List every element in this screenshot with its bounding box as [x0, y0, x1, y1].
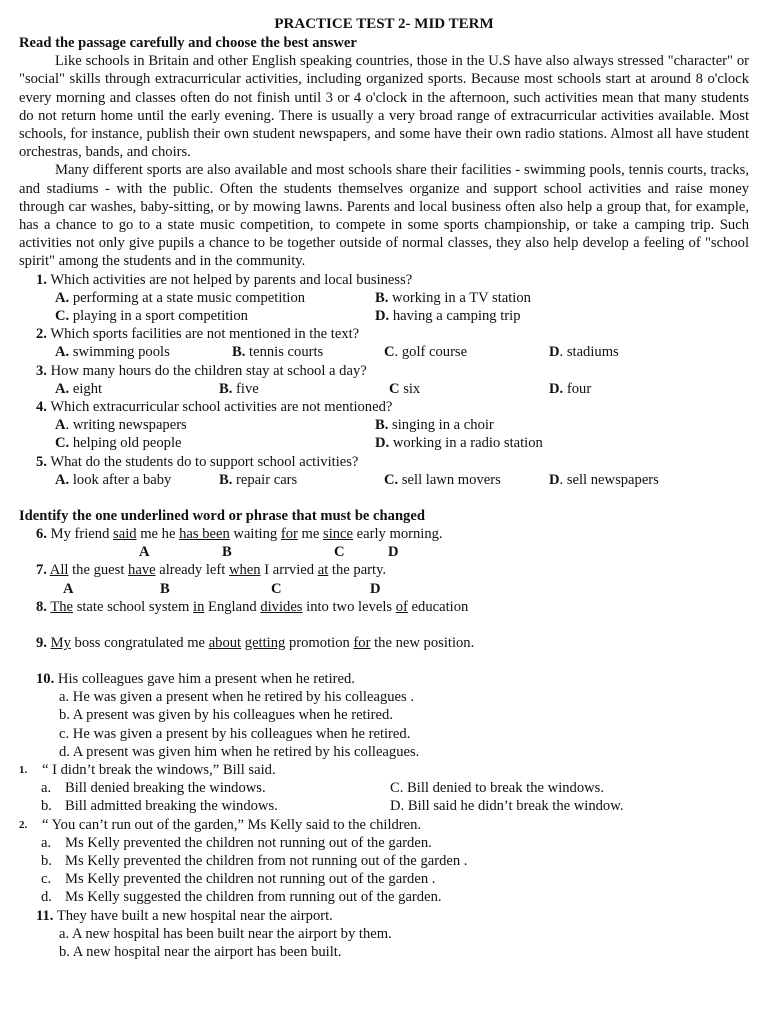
question-text: They have built a new hospital near the airport.: [56, 907, 333, 924]
reading-instruction: Read the passage carefully and choose the best answer: [19, 35, 357, 51]
option-b[interactable]: b. A new hospital near the airport has been built.: [59, 943, 342, 960]
question-2-options: [19, 343, 749, 361]
question-number: 9.: [36, 634, 47, 651]
numbered-question-2-option-d[interactable]: d. Ms Kelly suggested the children from running out of the garden.: [41, 889, 442, 906]
underlined-a[interactable]: The: [50, 598, 74, 615]
question-text: Which activities are not helped by parents and local business?: [50, 271, 413, 288]
spacer: [19, 489, 749, 507]
question-text: How many hours do the children stay at school a day?: [50, 362, 367, 379]
letter-a: A: [139, 544, 150, 561]
question-text: Which extracurricular school activities are not mentioned?: [50, 399, 393, 415]
question-8: 8. The state school system in England divides into two levels of education: [36, 598, 469, 615]
letter-a: A: [63, 580, 74, 597]
worksheet-page: [19, 14, 749, 961]
question-3: [19, 362, 749, 380]
letter-c: C: [334, 544, 345, 561]
underlined-b[interactable]: in: [193, 598, 205, 615]
option-b[interactable]: B. working in a TV station: [375, 289, 531, 306]
option-c[interactable]: C. golf course: [384, 344, 468, 361]
question-number: 2.: [36, 326, 47, 343]
letter-d: D: [388, 544, 399, 561]
numbered-question-1-options-row-1: [19, 779, 749, 797]
question-6-letters: [19, 543, 749, 561]
option-c[interactable]: c. He was given a present by his colleagues when he retired.: [59, 725, 411, 742]
option-a[interactable]: a. A new hospital has been built near the airport by them.: [59, 925, 392, 942]
option-c[interactable]: C. playing in a sport competition: [55, 308, 248, 325]
option-d[interactable]: D. working in a radio station: [375, 435, 543, 452]
underlined-b[interactable]: have: [128, 562, 156, 579]
question-7-letters: [19, 580, 749, 598]
option-d[interactable]: D. four: [549, 380, 592, 397]
option-b[interactable]: b. A present was given by his colleagues when he retired.: [59, 707, 393, 724]
question-2: [19, 325, 749, 343]
option-c[interactable]: C six: [389, 380, 421, 397]
question-1-options-row-2: [19, 307, 749, 325]
option-a[interactable]: Bill denied breaking the windows.: [65, 780, 266, 797]
underlined-c[interactable]: divides: [260, 598, 303, 615]
question-6: 6. My friend said me he has been waiting for me since early morning.: [36, 526, 443, 543]
question-5: [19, 453, 749, 471]
question-text: What do the students do to support school activities?: [50, 453, 359, 470]
question-number: 11.: [36, 907, 54, 924]
letter-b: B: [222, 544, 232, 561]
option-a[interactable]: A. look after a baby: [55, 471, 172, 488]
question-1: [19, 271, 749, 289]
numbered-question-2-option-b[interactable]: b. Ms Kelly prevented the children from not running out of the garden .: [41, 852, 468, 869]
question-4-options-row-1: [19, 416, 749, 434]
option-b[interactable]: B. singing in a choir: [375, 417, 494, 434]
question-10: [19, 670, 749, 688]
letter-d: D: [370, 580, 381, 597]
option-d[interactable]: D. stadiums: [549, 344, 619, 361]
question-11: [19, 907, 749, 925]
question-1-options-row-1: [19, 289, 749, 307]
underlined-a[interactable]: My: [50, 634, 71, 651]
question-5-options: [19, 471, 749, 489]
letter-b: B: [160, 580, 170, 597]
underlined-a[interactable]: said: [113, 526, 137, 543]
underlined-b[interactable]: about: [208, 634, 242, 651]
letter-c: C: [271, 580, 282, 597]
question-text: “ I didn’t break the windows,” Bill said.: [42, 762, 276, 778]
underlined-d[interactable]: since: [323, 526, 354, 543]
option-b[interactable]: B. tennis courts: [232, 344, 324, 361]
underlined-d[interactable]: for: [353, 634, 371, 651]
question-4: [19, 398, 749, 416]
option-b[interactable]: B. repair cars: [219, 471, 298, 488]
option-b[interactable]: Bill admitted breaking the windows.: [65, 798, 278, 815]
question-4-options-row-2: [19, 434, 749, 452]
numbered-question-2-option-a[interactable]: a. Ms Kelly prevented the children not running out of the garden.: [41, 834, 432, 851]
underlined-a[interactable]: All: [49, 562, 69, 579]
question-number: 2.: [19, 818, 28, 831]
underlined-c[interactable]: when: [228, 562, 261, 579]
spacer: [19, 616, 749, 634]
numbered-question-1: [19, 761, 749, 779]
option-a[interactable]: A. writing newspapers: [55, 417, 187, 434]
passage-paragraph-2: Many different sports are also available and most schools share their facilities - swimming pools, tennis courts, tracks, and stadiums - with the public. Often the students themselves organize and support school activities and raise money through car washes, baby-sitting, or by mowing lawns. Parents and local business often also help a group that, for example, has a chance to go to a state music competition, to compete in some sports championship, or take a camping trip. Such activities not only give pupils a chance to be together outside of normal classes, they also help develop a feeling of "school spirit" among the students and in the community.: [19, 162, 749, 270]
question-9: 9. My boss congratulated me about getting promotion for the new position.: [36, 634, 475, 651]
question-number: 1.: [36, 271, 47, 288]
numbered-question-2: [19, 816, 749, 834]
question-3-options: [19, 380, 749, 398]
numbered-question-2-option-c[interactable]: c. Ms Kelly prevented the children not running out of the garden .: [41, 871, 436, 888]
option-b-label: b.: [41, 798, 52, 815]
passage-paragraph-1: Like schools in Britain and other English speaking countries, those in the U.S have also always stressed "character" or "social" skills through extracurricular activities, including organized sports. Because most schools start at around 8 o'clock every morning and classes often do not finish until 3 or 4 o'clock in the afternoon, such activities mean that many students do not return home until the early evening. There is usually a very broad range of extracurricular activities available. Most schools, for instance, publish their own student newspapers, and some have their own radio stations. Almost all have student orchestras, bands, and choirs.: [19, 53, 749, 161]
option-d[interactable]: D. sell newspapers: [549, 471, 659, 488]
question-number: 6.: [36, 526, 47, 543]
question-text: His colleagues gave him a present when he retired.: [57, 670, 355, 687]
option-d[interactable]: d. A present was given him when he retired by his colleagues.: [59, 743, 420, 760]
question-number: 5.: [36, 453, 47, 470]
option-c[interactable]: C. sell lawn movers: [384, 471, 501, 488]
option-a[interactable]: A. eight: [55, 380, 103, 397]
question-text: Which sports facilities are not mentioned in the text?: [50, 326, 360, 343]
option-d[interactable]: D. Bill said he didn’t break the window.: [390, 798, 624, 815]
question-number: 7.: [36, 562, 47, 579]
numbered-question-1-options-row-2: [19, 797, 749, 815]
question-7: 7. All the guest have already left when I arrvied at the party.: [36, 562, 387, 579]
underlined-c[interactable]: getting: [244, 634, 286, 651]
option-c[interactable]: C. Bill denied to break the windows.: [390, 780, 605, 797]
option-d[interactable]: D. having a camping trip: [375, 308, 521, 325]
question-text: “ You can’t run out of the garden,” Ms Kelly said to the children.: [42, 816, 422, 833]
underlined-b[interactable]: has been: [179, 526, 230, 543]
spacer: [19, 652, 749, 670]
question-number: 1.: [19, 764, 28, 776]
page-title: PRACTICE TEST 2- MID TERM: [274, 16, 494, 32]
question-number: 4.: [36, 399, 47, 415]
option-a[interactable]: a. He was given a present when he retired by his colleagues .: [59, 689, 414, 706]
question-number: 3.: [36, 362, 47, 379]
option-a-label: a.: [41, 780, 52, 797]
option-a[interactable]: A. swimming pools: [55, 344, 170, 361]
underlined-d[interactable]: of: [395, 598, 408, 615]
option-c[interactable]: C. helping old people: [55, 435, 182, 452]
error-identification-instruction: Identify the one underlined word or phrase that must be changed: [19, 507, 425, 524]
question-number: 10.: [36, 670, 55, 687]
underlined-d[interactable]: at: [317, 562, 329, 579]
option-b[interactable]: B. five: [219, 380, 259, 397]
option-a[interactable]: A. performing at a state music competition: [55, 289, 306, 306]
question-number: 8.: [36, 598, 47, 615]
underlined-c[interactable]: for: [280, 526, 298, 543]
